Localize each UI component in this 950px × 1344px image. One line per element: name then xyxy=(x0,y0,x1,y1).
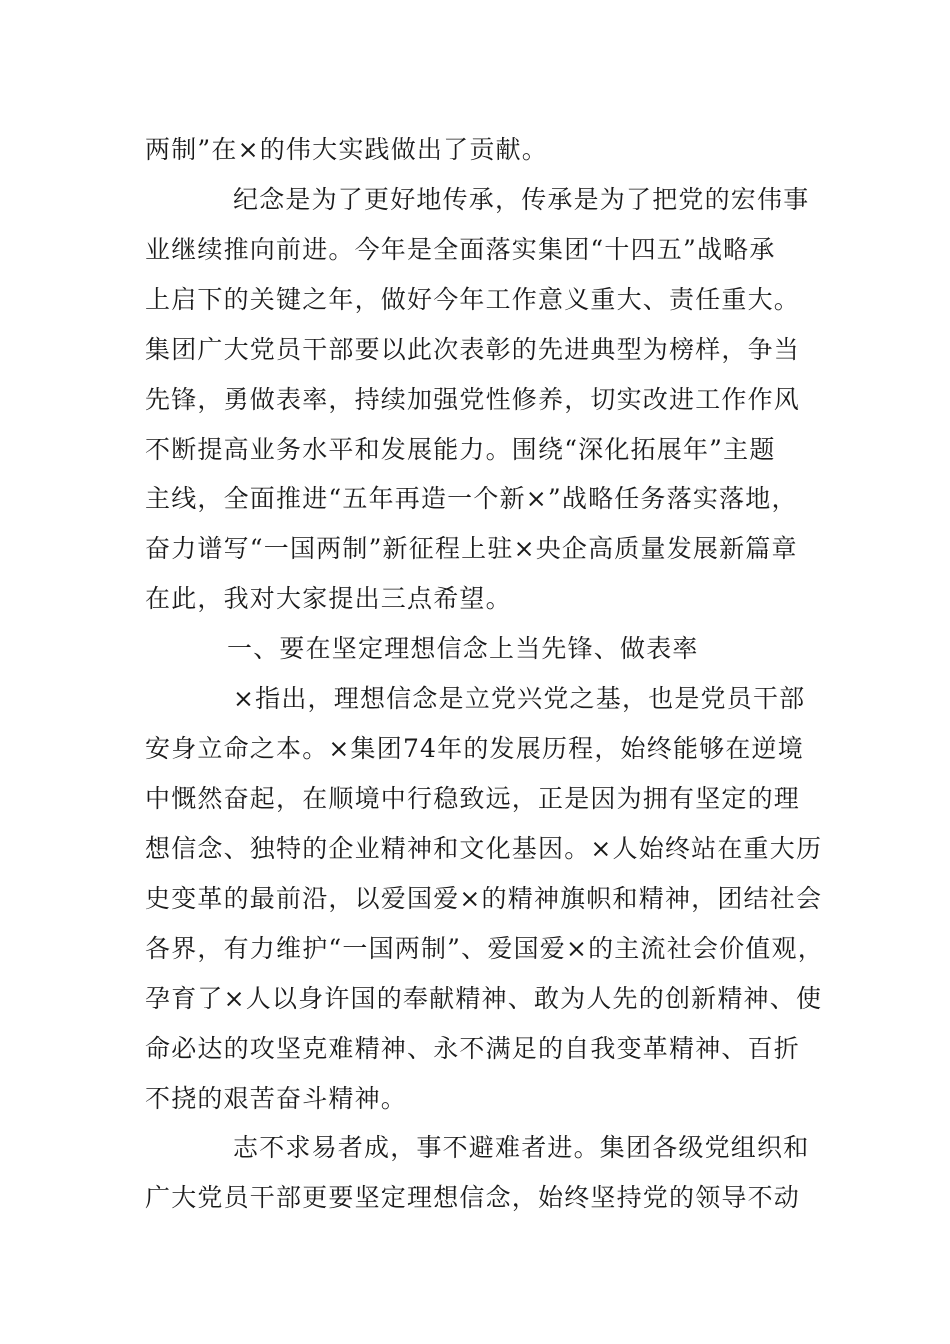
text-line: 想信念、独特的企业精神和文化基因。×人始终站在重大历 xyxy=(145,834,823,863)
text-line: 不挠的艰苦奋斗精神。 xyxy=(145,1084,408,1113)
text-line: 不断提高业务水平和发展能力。围绕“深化拓展年”主题 xyxy=(145,435,776,464)
text-line: 在此，我对大家提出三点希望。 xyxy=(145,584,512,613)
paragraph-start-line: 纪念是为了更好地传承，传承是为了把党的宏伟事 xyxy=(233,185,810,214)
text-line: 中慨然奋起，在顺境中行稳致远，正是因为拥有坚定的理 xyxy=(145,784,801,813)
text-line: 集团广大党员干部要以此次表彰的先进典型为榜样，争当 xyxy=(145,335,801,364)
text-line: 各界，有力维护“一国两制”、爱国爱×的主流社会价值观， xyxy=(145,934,824,963)
text-line: 孕育了×人以身许国的奉献精神、敢为人先的创新精神、使 xyxy=(145,984,823,1013)
text-line: 广大党员干部更要坚定理想信念，始终坚持党的领导不动 xyxy=(145,1183,801,1212)
paragraph-start-line: ×指出，理想信念是立党兴党之基，也是党员干部 xyxy=(233,684,806,713)
text-line: 上启下的关键之年，做好今年工作意义重大、责任重大。 xyxy=(145,285,801,314)
text-line: 安身立命之本。×集团74年的发展历程，始终能够在逆境 xyxy=(145,734,804,763)
text-line: 两制”在×的伟大实践做出了贡献。 xyxy=(145,135,548,164)
text-line: 主线，全面推进“五年再造一个新×”战略任务落实落地， xyxy=(145,484,798,513)
text-line: 业继续推向前进。今年是全面落实集团“十四五”战略承 xyxy=(145,235,776,264)
text-line: 先锋，勇做表率，持续加强党性修养，切实改进工作作风 xyxy=(145,385,801,414)
section-heading: 一、要在坚定理想信念上当先锋、做表率 xyxy=(227,634,699,663)
paragraph-start-line: 志不求易者成，事不避难者进。集团各级党组织和 xyxy=(233,1133,810,1162)
text-line: 史变革的最前沿，以爱国爱×的精神旗帜和精神，团结社会 xyxy=(145,884,823,913)
text-line: 命必达的攻坚克难精神、永不满足的自我变革精神、百折 xyxy=(145,1034,801,1063)
text-line: 奋力谱写“一国两制”新征程上驻×央企高质量发展新篇章 xyxy=(145,534,798,563)
